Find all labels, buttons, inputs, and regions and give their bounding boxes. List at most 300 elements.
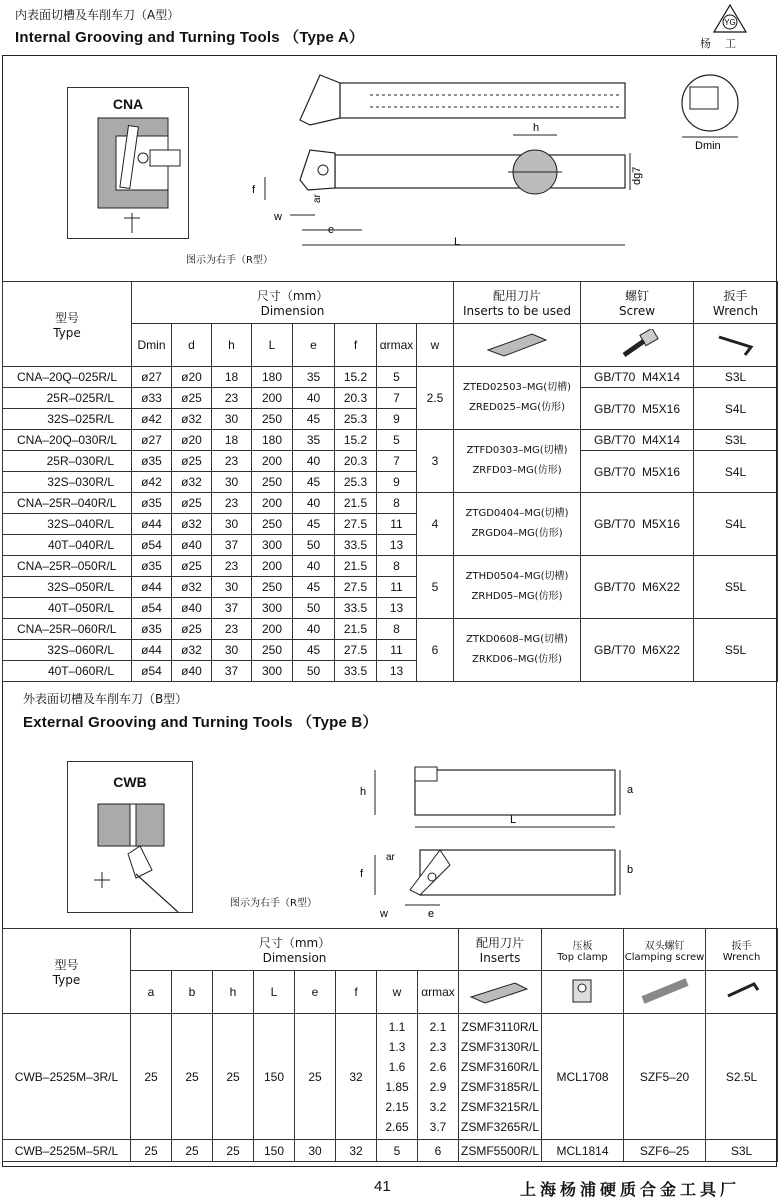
cna-cell-dmin: ø42	[132, 409, 172, 430]
cwb-wrench-icon	[720, 976, 764, 1006]
cna-cell-screw: GB/T70 M4X14	[581, 367, 694, 388]
cwb-clamp-image	[542, 971, 624, 1014]
cna-cell-a: 7	[377, 451, 417, 472]
cna-cell-d: ø25	[172, 451, 212, 472]
cwb-row2-b: 25	[172, 1140, 213, 1162]
cwb-row2-wrench: S3L	[706, 1140, 778, 1162]
cna-cell-w: 3	[417, 430, 454, 493]
dim-f-label: f	[252, 184, 256, 196]
cna-cell-e: 45	[293, 472, 335, 493]
cwb-section-view	[67, 761, 193, 913]
cwb-col-L: L	[254, 971, 295, 1014]
cwb-label: CWB	[113, 774, 147, 790]
cna-cell-wrench: S4L	[694, 388, 778, 430]
cwb-clamp-head-cn: 压板	[572, 940, 593, 952]
cna-cell-l: 200	[252, 493, 293, 514]
cwb-col-armax: αrmax	[418, 971, 459, 1014]
cna-cell-d: ø20	[172, 430, 212, 451]
cna-cell-dmin: ø44	[132, 640, 172, 661]
ar-value: 3.2	[429, 1099, 447, 1114]
cna-cell-d: ø32	[172, 409, 212, 430]
cna-cell-d: ø40	[172, 661, 212, 682]
cna-cell-f: 27.5	[335, 640, 377, 661]
cna-cell-e: 40	[293, 556, 335, 577]
cwb-dim-e: e	[428, 908, 435, 920]
cna-cell-d: ø32	[172, 514, 212, 535]
cwb-row2-a: 25	[131, 1140, 172, 1162]
cna-cell-h: 30	[212, 472, 252, 493]
cna-table-row	[3, 556, 778, 577]
cna-cell-d: ø40	[172, 535, 212, 556]
cna-cell-wrench: S3L	[694, 367, 778, 388]
cna-cell-w: 4	[417, 493, 454, 556]
dim-ar-label: ar	[312, 194, 323, 203]
cna-cell-wrench: S4L	[694, 493, 778, 556]
cna-cell-h: 18	[212, 367, 252, 388]
cna-cell-e: 40	[293, 451, 335, 472]
cna-cell-e: 40	[293, 493, 335, 514]
dim-h-label: h	[533, 122, 540, 134]
section-b-title-cn: 外表面切槽及车削车刀（B型）	[23, 692, 188, 706]
cna-cell-a: 9	[377, 472, 417, 493]
cna-cell-l: 250	[252, 640, 293, 661]
cna-cell-l: 250	[252, 514, 293, 535]
dim-dmin-label: Dmin	[695, 140, 721, 152]
cwb-row1-ar-list	[418, 1014, 459, 1140]
w-value: 1.6	[388, 1059, 406, 1074]
cwb-row2-f: 32	[336, 1140, 377, 1162]
cna-cell-f: 15.2	[335, 367, 377, 388]
dim-L-label: L	[454, 236, 461, 248]
cna-cell-d: ø25	[172, 619, 212, 640]
w-value: 2.15	[385, 1099, 409, 1114]
cwb-row1-h: 25	[213, 1014, 254, 1140]
cwb-row1-w-list	[377, 1014, 418, 1140]
cna-cell-a: 11	[377, 577, 417, 598]
screw-image	[581, 324, 694, 367]
cna-cell-h: 23	[212, 493, 252, 514]
cna-cell-h: 37	[212, 598, 252, 619]
cna-cell-l: 200	[252, 451, 293, 472]
cwb-row2-type: CWB–2525M–5R/L	[3, 1140, 131, 1162]
cna-section-view	[67, 87, 189, 239]
cna-cell-h: 23	[212, 388, 252, 409]
cna-table-row	[3, 430, 778, 451]
cna-cell-screw: GB/T70 M6X22	[581, 619, 694, 682]
cna-cell-e: 45	[293, 514, 335, 535]
cwb-wrench-head	[706, 929, 778, 971]
cwb-caption: 图示为右手（R型）	[230, 898, 317, 909]
cna-caption: 图示为右手（R型）	[186, 255, 273, 266]
insert-icon	[482, 330, 552, 358]
cna-row-type: 32S–030R/L	[3, 472, 132, 493]
cwb-dim-head	[131, 929, 459, 971]
cwb-dim-a: a	[627, 784, 634, 796]
cna-insert-head-cn: 配用刀片	[493, 289, 542, 303]
company-name: 上海杨浦硬质合金工具厂	[520, 1180, 741, 1199]
col-f: f	[335, 324, 377, 367]
cna-cell-h: 23	[212, 556, 252, 577]
col-L: L	[252, 324, 293, 367]
cna-cell-inserts	[454, 619, 581, 682]
cna-cell-wrench: S5L	[694, 556, 778, 619]
cwb-insert-head	[459, 929, 542, 971]
cwb-type-head	[3, 929, 131, 1014]
cwb-tool-drawing	[340, 755, 660, 925]
cwb-col-e: e	[295, 971, 336, 1014]
cwb-row1-a: 25	[131, 1014, 172, 1140]
cna-row-type: 32S–040R/L	[3, 514, 132, 535]
cna-cell-f: 33.5	[335, 535, 377, 556]
cwb-dim-head-cn: 尺寸（mm）	[258, 936, 331, 950]
cwb-row2-ar: 6	[418, 1140, 459, 1162]
insert-code: ZSMF3110R/L	[461, 1019, 539, 1034]
cna-row-type: 40T–060R/L	[3, 661, 132, 682]
cna-cell-inserts	[454, 430, 581, 493]
cna-cell-inserts	[454, 367, 581, 430]
cna-label: CNA	[112, 96, 144, 112]
cwb-col-f: f	[336, 971, 377, 1014]
wrench-image	[694, 324, 778, 367]
cna-cell-inserts	[454, 493, 581, 556]
cna-cell-a: 13	[377, 535, 417, 556]
cwb-row2-e: 30	[295, 1140, 336, 1162]
cna-cell-h: 23	[212, 451, 252, 472]
cna-table-row	[3, 619, 778, 640]
cna-cell-h: 30	[212, 640, 252, 661]
cwb-row2-w: 5	[377, 1140, 418, 1162]
cna-cell-f: 27.5	[335, 577, 377, 598]
insert-code: ZTED02503–MG(切槽)	[463, 382, 571, 393]
cna-cell-l: 200	[252, 619, 293, 640]
cna-type-head-cn: 型号	[54, 310, 79, 325]
company-short: 杨 工	[700, 37, 736, 50]
cwb-row1-f: 32	[336, 1014, 377, 1140]
cna-cell-e: 40	[293, 388, 335, 409]
cna-cell-f: 21.5	[335, 619, 377, 640]
cna-cell-d: ø32	[172, 577, 212, 598]
cna-cell-l: 250	[252, 409, 293, 430]
title-cn: 内表面切槽及车削车刀（A型）	[15, 8, 180, 22]
cwb-wrench-image	[706, 971, 778, 1014]
col-dmin: Dmin	[132, 324, 172, 367]
cna-cell-e: 45	[293, 409, 335, 430]
cna-cell-e: 50	[293, 598, 335, 619]
cna-cell-a: 5	[377, 430, 417, 451]
cna-cell-a: 7	[377, 388, 417, 409]
cna-type-head-en: Type	[53, 325, 81, 340]
cna-wrench-head-cn: 扳手	[723, 289, 748, 303]
cwb-screw-head-cn: 双头螺钉	[644, 940, 685, 952]
cwb-row1-wrench: S2.5L	[706, 1014, 778, 1140]
cwb-dim-b: b	[627, 864, 634, 876]
cna-insert-head	[454, 282, 581, 324]
cwb-type-head-cn: 型号	[54, 957, 79, 972]
title-en: Internal Grooving and Turning Tools （Type A）	[15, 29, 365, 46]
cwb-col-w: w	[377, 971, 418, 1014]
cna-table-row	[3, 493, 778, 514]
cna-cell-h: 37	[212, 535, 252, 556]
cwb-row2-clamp: MCL1814	[542, 1140, 624, 1162]
clamping-screw-icon	[635, 976, 695, 1006]
cna-cell-dmin: ø44	[132, 577, 172, 598]
cna-cell-e: 45	[293, 640, 335, 661]
cna-row-type: 25R–030R/L	[3, 451, 132, 472]
cna-cell-inserts	[454, 556, 581, 619]
yg-logo-icon	[713, 4, 747, 34]
cna-row-type: 25R–025R/L	[3, 388, 132, 409]
col-e: e	[293, 324, 335, 367]
cna-cell-dmin: ø54	[132, 661, 172, 682]
cwb-col-a: a	[131, 971, 172, 1014]
insert-code: ZRFD03–MG(仿形)	[472, 465, 562, 476]
cwb-dim-w: w	[380, 908, 388, 920]
cna-cell-wrench: S5L	[694, 619, 778, 682]
dim-e-label: e	[328, 224, 335, 236]
cna-cell-wrench: S3L	[694, 430, 778, 451]
cna-cell-dmin: ø35	[132, 556, 172, 577]
insert-code: ZSMF3130R/L	[461, 1039, 540, 1054]
cwb-clamp-head	[542, 929, 624, 971]
cwb-row1-b: 25	[172, 1014, 213, 1140]
cwb-row1-e: 25	[295, 1014, 336, 1140]
cna-wrench-head-en: Wrench	[712, 304, 759, 318]
cna-cell-l: 200	[252, 388, 293, 409]
insert-code: ZSMF3215R/L	[461, 1099, 540, 1114]
cna-cell-w: 2.5	[417, 367, 454, 430]
cwb-row1-insert-list	[459, 1014, 542, 1140]
w-value: 1.1	[388, 1019, 406, 1034]
cwb-row1-clamp: MCL1708	[542, 1014, 624, 1140]
cna-cell-f: 20.3	[335, 451, 377, 472]
page-number: 41	[374, 1178, 391, 1195]
cna-row-type: 32S–060R/L	[3, 640, 132, 661]
cna-cell-a: 9	[377, 409, 417, 430]
cna-cell-e: 40	[293, 619, 335, 640]
cna-cell-a: 8	[377, 619, 417, 640]
insert-code: ZTFD0303–MG(切槽)	[466, 445, 568, 456]
cna-cell-d: ø25	[172, 493, 212, 514]
cwb-row2-insert: ZSMF5500R/L	[459, 1140, 542, 1162]
cna-cell-h: 30	[212, 514, 252, 535]
w-value: 2.65	[385, 1119, 409, 1134]
screw-icon	[612, 329, 662, 359]
cna-cell-h: 30	[212, 577, 252, 598]
cna-cell-a: 8	[377, 556, 417, 577]
cwb-insert-head-en: Inserts	[479, 951, 521, 965]
cwb-dim-head-en: Dimension	[262, 951, 327, 965]
cna-cell-dmin: ø33	[132, 388, 172, 409]
col-w: w	[417, 324, 454, 367]
cna-cell-a: 5	[377, 367, 417, 388]
cna-wrench-head	[694, 282, 778, 324]
ar-value: 3.7	[429, 1119, 447, 1134]
cna-screw-head-en: Screw	[618, 304, 656, 318]
cna-table	[2, 281, 778, 682]
cna-cell-dmin: ø44	[132, 514, 172, 535]
cna-cell-d: ø25	[172, 556, 212, 577]
cwb-row2-h: 25	[213, 1140, 254, 1162]
col-h: h	[212, 324, 252, 367]
cwb-wrench-head-cn: 扳手	[731, 940, 752, 952]
ar-value: 2.1	[429, 1019, 447, 1034]
cna-type-head	[3, 282, 132, 367]
cna-cell-w: 5	[417, 556, 454, 619]
insert-code: ZRKD06–MG(仿形)	[472, 654, 562, 665]
cwb-insert-head-cn: 配用刀片	[476, 936, 525, 950]
col-d: d	[172, 324, 212, 367]
cwb-insert-icon	[465, 977, 535, 1005]
cna-cell-f: 25.3	[335, 409, 377, 430]
cna-cell-a: 13	[377, 661, 417, 682]
insert-code: ZRHD05–MG(仿形)	[471, 591, 563, 602]
cwb-row1-type: CWB–2525M–3R/L	[3, 1014, 131, 1140]
cna-cell-screw: GB/T70 M5X16	[581, 493, 694, 556]
cwb-screw-head-en: Clamping screw	[624, 951, 705, 963]
cwb-wrench-head-en: Wrench	[722, 951, 761, 963]
cna-row-type: CNA–25R–060R/L	[3, 619, 132, 640]
cna-cell-dmin: ø35	[132, 493, 172, 514]
cna-cell-f: 27.5	[335, 514, 377, 535]
cwb-row1-screw: SZF5–20	[624, 1014, 706, 1140]
cna-dim-head-cn: 尺寸（mm）	[256, 289, 329, 303]
cna-cell-screw: GB/T70 M4X14	[581, 430, 694, 451]
cna-cell-f: 25.3	[335, 472, 377, 493]
cna-cell-l: 250	[252, 577, 293, 598]
cna-cell-a: 11	[377, 640, 417, 661]
cwb-type-head-en: Type	[52, 972, 81, 987]
cna-cell-wrench: S4L	[694, 451, 778, 493]
cna-cell-dmin: ø42	[132, 472, 172, 493]
clamp-icon	[563, 974, 603, 1008]
cna-cell-w: 6	[417, 619, 454, 682]
cna-screw-head	[581, 282, 694, 324]
wrench-icon	[711, 329, 761, 359]
cna-cell-d: ø40	[172, 598, 212, 619]
cna-cell-e: 35	[293, 430, 335, 451]
cna-cell-l: 200	[252, 556, 293, 577]
logo-text: YG	[724, 18, 736, 27]
cna-screw-head-cn: 螺钉	[625, 289, 650, 303]
cna-insert-head-en: Inserts to be used	[463, 304, 572, 318]
cna-cell-dmin: ø27	[132, 430, 172, 451]
cna-cell-dmin: ø35	[132, 451, 172, 472]
cna-cell-d: ø32	[172, 640, 212, 661]
cwb-col-h: h	[213, 971, 254, 1014]
col-armax: αrmax	[377, 324, 417, 367]
ar-value: 2.9	[429, 1079, 447, 1094]
cna-cell-a: 11	[377, 514, 417, 535]
w-value: 1.85	[385, 1079, 409, 1094]
cwb-screw-image	[624, 971, 706, 1014]
cna-cell-d: ø20	[172, 367, 212, 388]
cna-row-type: CNA–20Q–030R/L	[3, 430, 132, 451]
cna-cell-a: 8	[377, 493, 417, 514]
cwb-table	[2, 928, 778, 1162]
cna-cell-f: 21.5	[335, 493, 377, 514]
cna-table-row	[3, 451, 778, 472]
insert-code: ZTGD0404–MG(切槽)	[465, 508, 569, 519]
cna-cell-screw: GB/T70 M6X22	[581, 556, 694, 619]
cna-dim-head	[132, 282, 454, 324]
cwb-dim-h: h	[360, 786, 367, 798]
cna-cell-l: 180	[252, 430, 293, 451]
cna-cell-dmin: ø35	[132, 619, 172, 640]
cna-cell-a: 13	[377, 598, 417, 619]
cwb-row2-L: 150	[254, 1140, 295, 1162]
cna-tool-drawing	[240, 65, 740, 275]
insert-code: ZSMF3185R/L	[461, 1079, 540, 1094]
insert-code: ZTKD0608–MG(切槽)	[466, 634, 568, 645]
cwb-clamp-head-en: Top clamp	[557, 951, 608, 963]
cna-cell-h: 30	[212, 409, 252, 430]
cna-cell-screw: GB/T70 M5X16	[581, 388, 694, 430]
ar-value: 2.3	[429, 1039, 447, 1054]
cna-cell-f: 33.5	[335, 661, 377, 682]
cna-dim-head-en: Dimension	[260, 304, 325, 318]
cna-row-type: 40T–040R/L	[3, 535, 132, 556]
cna-cell-screw: GB/T70 M5X16	[581, 451, 694, 493]
cna-cell-e: 50	[293, 535, 335, 556]
cna-cell-d: ø32	[172, 472, 212, 493]
cwb-dim-ar: ar	[386, 852, 395, 863]
cwb-screw-head	[624, 929, 706, 971]
cna-cell-e: 45	[293, 577, 335, 598]
cwb-row2-screw: SZF6–25	[624, 1140, 706, 1162]
cna-cell-f: 20.3	[335, 388, 377, 409]
insert-code: ZSMF3160R/L	[461, 1059, 540, 1074]
cna-row-type: CNA–25R–040R/L	[3, 493, 132, 514]
insert-code: ZTHD0504–MG(切槽)	[465, 571, 569, 582]
cna-row-type: CNA–25R–050R/L	[3, 556, 132, 577]
ar-value: 2.6	[429, 1059, 447, 1074]
w-value: 1.3	[388, 1039, 406, 1054]
cna-cell-h: 37	[212, 661, 252, 682]
dim-dg7-label: dg7	[631, 166, 643, 185]
cna-table-row	[3, 388, 778, 409]
cna-row-type: 32S–050R/L	[3, 577, 132, 598]
cna-cell-e: 35	[293, 367, 335, 388]
cna-cell-dmin: ø54	[132, 535, 172, 556]
cna-cell-f: 21.5	[335, 556, 377, 577]
cna-cell-l: 250	[252, 472, 293, 493]
cna-cell-l: 300	[252, 535, 293, 556]
cna-cell-l: 300	[252, 661, 293, 682]
dim-w-label: w	[274, 211, 282, 223]
cna-cell-f: 15.2	[335, 430, 377, 451]
cna-cell-h: 23	[212, 619, 252, 640]
cna-table-row	[3, 367, 778, 388]
cna-cell-f: 33.5	[335, 598, 377, 619]
cwb-dim-L: L	[510, 814, 517, 826]
cna-cell-h: 18	[212, 430, 252, 451]
cwb-row1-L: 150	[254, 1014, 295, 1140]
cna-cell-l: 300	[252, 598, 293, 619]
cna-cell-d: ø25	[172, 388, 212, 409]
insert-code: ZRED025–MG(仿形)	[468, 402, 566, 413]
cna-row-type: 32S–025R/L	[3, 409, 132, 430]
cna-row-type: 40T–050R/L	[3, 598, 132, 619]
cna-cell-dmin: ø27	[132, 367, 172, 388]
cwb-insert-image	[459, 971, 542, 1014]
cwb-dim-f: f	[360, 868, 364, 880]
cna-cell-dmin: ø54	[132, 598, 172, 619]
cna-cell-l: 180	[252, 367, 293, 388]
insert-code: ZRGD04–MG(仿形)	[471, 528, 563, 539]
insert-image	[454, 324, 581, 367]
insert-code: ZSMF3265R/L	[461, 1119, 540, 1134]
cna-cell-e: 50	[293, 661, 335, 682]
